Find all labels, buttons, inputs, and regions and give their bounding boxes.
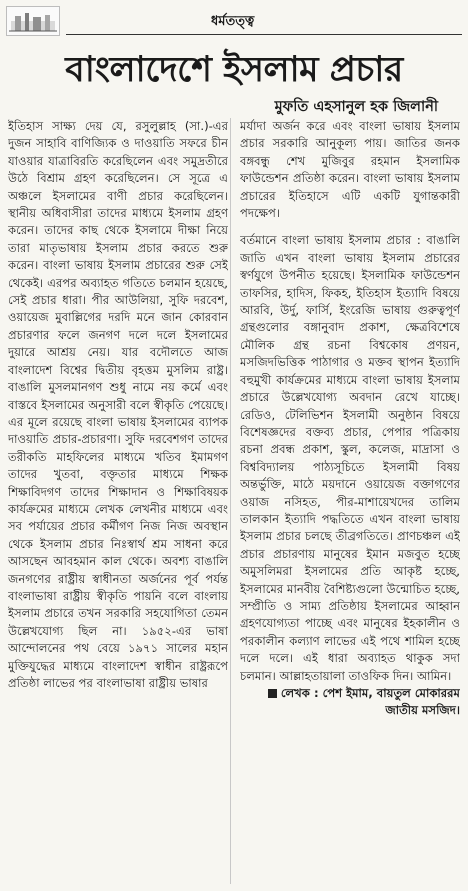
right-column [240,118,460,884]
section-title: ধর্মতত্ত্ব [211,14,255,29]
author-note-text: লেখক : পেশ ইমাম, বায়তুল মোকাররম জাতীয় মসজিদ। [280,686,460,718]
body-paragraph: ইতিহাস সাক্ষ্য দেয় যে, রসুলুল্লাহ (সা.)-এর দুজন সাহাবি বাণিজ্যিক ও দাওয়াতি সফরে চীন যাওয়ার যাত্রাবিরতি করেছিলেন এবং সমুদ্রতীরে উঠে বিশ্রাম গ্রহণ করেছিলেন। সে সূত্রে এ অঞ্চলে ইসলামের বাণী প্রচার করেছিলেন। স্থানীয় অধিবাসীরা তাদের মাধ্যমে ইসলাম গ্রহণ করেন। তাদের কাছ থেকে ইসলামে দীক্ষা নিয়ে তারা মাতৃভাষায় ইসলাম প্রচার করতে শুরু করেন। বাংলা ভাষায় ইসলাম প্রচারের শুরু সেই থেকেই। এরপর অব্যাহত গতিতে চলমান হয়েছে, সেই প্রচার ধারা। পীর আউলিয়া, সুফি দরবেশ, ওয়ায়েজ মুবাল্লিগের দরদি মনে জান কোরবান প্রচারণার ফলে জনগণ দলে দলে ইসলামের দুয়ারে আশ্রয় নেয়। যার বদৌলতে আজ বাংলাদেশ বিশ্বের দ্বিতীয় বৃহত্তম মুসলিম রাষ্ট্র। বাঙালি মুসলমানগণ শুধু নামে নয় কর্মে এবং বাস্তবে ইসলামের অনুসারী বলে স্বীকৃতি পেয়েছে। এর মূলে রয়েছে বাংলা ভাষায় ইসলামের ব্যাপক দাওয়াতি প্রচার-প্রচারণা। সুফি দরবেশগণ তাদের তরীকতি মাহফিলের মাধ্যমে খতিব ইমামগণ তাদের খুতবা, বক্তৃতার মাধ্যমে শিক্ষক শিক্ষাবিদগণ তাদের শিক্ষাদান ও শিক্ষাবিষয়ক কার্যক্রমের মাধ্যমে লেখক লেখনীর মাধ্যমে এবং সব পর্যায়ের প্রচার কর্মীগণ নিজ নিজ অবস্থান থেকে ইসলাম প্রচার নিঃস্বার্থ শ্রম সাধনা করে আসছেন আবহমান কাল থেকে। অবশ্য বাঙালি জনগণের রাষ্ট্রীয় স্বাধীনতা অর্জনের পূর্ব পর্যন্ত বাংলাভাষা রাষ্ট্রীয় স্বীকৃতি পায়নি বলে বাংলায় ইসলাম প্রচারে তখন সরকারি সহযোগিতা তেমন উল্লেখযোগ্য ছিল না। ১৯৫২-এর ভাষা আন্দোলনের পথ বেয়ে ১৯৭১ সালের মহান মুক্তিযুদ্ধের মাধ্যমে বাংলাদেশ স্বাধীন রাষ্ট্ররূপে প্রতিষ্ঠা লাভের পর বাংলাভাষা রাষ্ট্রীয় ভাষার [8,119,228,690]
body-paragraph: বর্তমানে বাংলা ভাষায় ইসলাম প্রচার : বাঙালি জাতি এখন বাংলা ভাষায় ইসলাম প্রচারের স্বর্ণযুগে উপনীত হয়েছে। ইসলামিক ফাউন্ডেশন তাফসির, হাদিস, ফিকহ, ইতিহাস ইত্যাদি বিষয়ে আরবি, উর্দু, ফার্সি, ইংরেজি ভাষায় গুরুত্বপূর্ণ গ্রন্থগুলোর বঙ্গানুবাদ প্রকাশ, ক্ষেত্রবিশেষে মৌলিক গ্রন্থ রচনা বিশ্বকোষ প্রণয়ন, মসজিদভিত্তিক পাঠাগার ও মক্তব স্থাপন ইত্যাদি বহুমুখী কার্যক্রমের মাধ্যমে বাংলা ভাষায় ইসলাম প্রচারে উল্লেখযোগ্য অবদান রেখে যাচ্ছে। রেডিও, টেলিভিশন ইসলামী অনুষ্ঠান বিষয়ে বিশেষজ্ঞদের বক্তব্য প্রচার, পেপার পত্রিকায় রচনা প্রবন্ধ প্রকাশ, স্কুল, কলেজ, মাদ্রাসা ও বিশ্ববিদ্যালয় পাঠ্যসূচিতে ইসলামী বিষয় অন্তর্ভুক্তি, মাঠে ময়দানে ওয়ায়েজ বক্তাগণের ওয়াজ নসিহত, পীর-মাশায়েখদের তালিম তালকান ইত্যাদি পদ্ধতিতে এখন বাংলা ভাষায় ইসলাম প্রচার চলছে তীব্রগতিতে। প্রাণচঞ্চল এই প্রচার প্রচারণায় মানুষের ইমান মজবুত হচ্ছে অমুসলিমরা ইসলামের প্রতি আকৃষ্ট হচ্ছে, ইসলামের মানবীয় বৈশিষ্ট্যগুলো উন্মোচিত হচ্ছে, সম্প্রীতি ও সাম্য প্রতিষ্ঠায় ইসলামের আহ্বান গ্রহণযোগ্যতা পাচ্ছে এবং মানুষের ইহকালীন ও পরকালীন কল্যাণ লাভের এই পথে শামিল হচ্ছে দলে দলে। এই ধারা অব্যাহত থাকুক সদা চলমান। আল্লাহতায়ালা তাওফিক দিন। আমিন। [240,233,460,683]
author-note [240,685,460,720]
column-divider [230,118,231,884]
left-column [8,118,228,884]
article-headline: বাংলাদেশে ইসলাম প্রচার [65,50,403,90]
square-bullet-icon [268,689,277,698]
author-byline: মুফতি এহসানুল হক জিলানী [274,99,438,115]
section-header [6,6,462,42]
header-rule [66,34,462,35]
masthead-logo-icon [6,6,60,36]
article-body [8,118,460,884]
body-paragraph: মর্যাদা অর্জন করে এবং বাংলা ভাষায় ইসলাম প্রচার সরকারি আনুকূল্য পায়। জাতির জনক বঙ্গবন্ধু শেখ মুজিবুর রহমান ইসলামিক ফাউন্ডেশন প্রতিষ্ঠা করেন। বাংলা ভাষায় ইসলাম প্রচারের ইতিহাসে এটি একটি যুগান্তকারী পদক্ষেপ। [240,119,460,221]
